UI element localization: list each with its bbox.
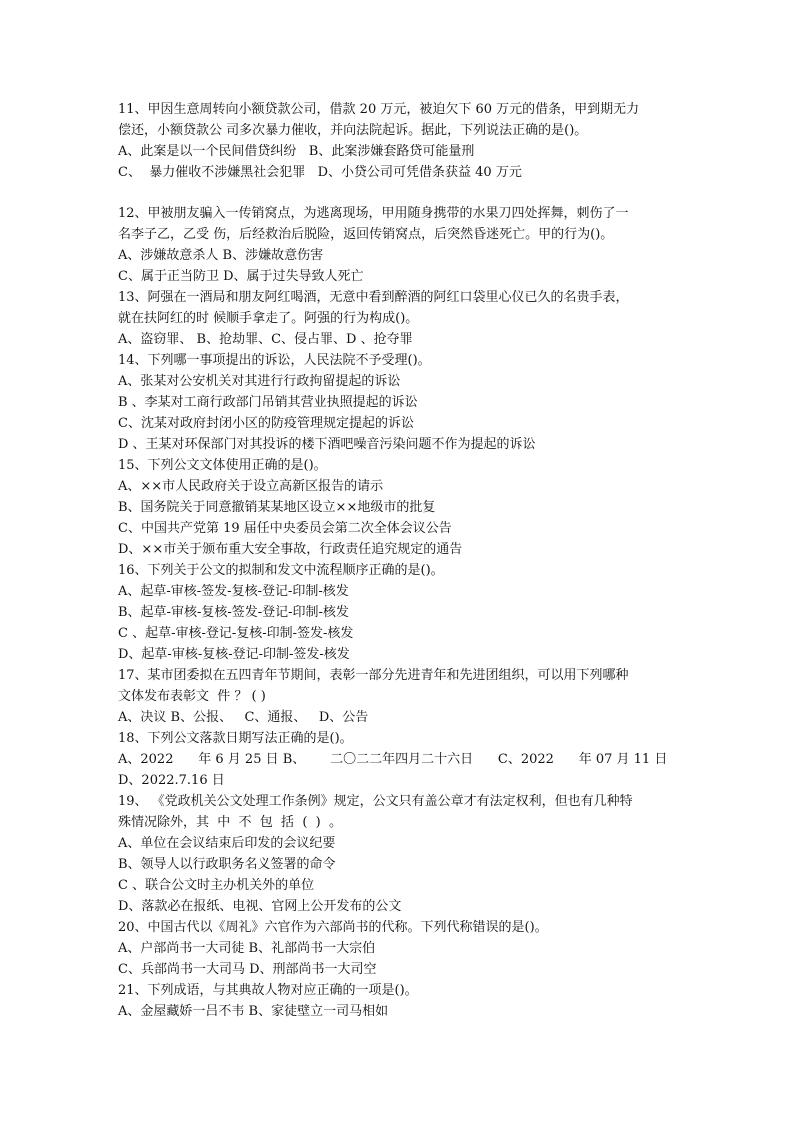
question-15-option-c: C、中国共产党第 19 届任中央委员会第二次全体会议公告 bbox=[118, 521, 452, 536]
question-19-stem-line-1: 19、 《党政机关公文处理工作条例》规定，公文只有盖公章才有法定权利，但也有几种特 bbox=[118, 794, 633, 809]
question-13-options: A、盗窃罪、 B、抢劫罪、C、侵占罪、D 、抢夺罪 bbox=[118, 332, 413, 347]
question-19-option-c: C 、联合公文时主办机关外的单位 bbox=[118, 878, 315, 893]
question-19-option-a: A、单位在会议结束后印发的会议纪要 bbox=[118, 836, 336, 851]
question-15-option-b: B、国务院关于同意撤销某某地区设立××地级市的批复 bbox=[118, 500, 436, 515]
question-21-options-ab: A、金屋藏娇一吕不韦 B、家徒壁立一司马相如 bbox=[118, 1004, 389, 1019]
question-14-stem: 14、下列哪一事项提出的诉讼，人民法院不予受理()。 bbox=[118, 353, 431, 368]
question-12 bbox=[118, 203, 688, 287]
question-16-option-c: C 、起草-审核-登记-复核-印制-签发-核发 bbox=[118, 626, 354, 641]
question-19-option-b: B、领导人以行政职务名义签署的命令 bbox=[118, 857, 336, 872]
question-21 bbox=[118, 980, 688, 1022]
question-20-options-cd: C、兵部尚书一大司马 D、刑部尚书一大司空 bbox=[118, 962, 377, 977]
question-12-stem-line-2: 名李子乙，乙受 伤，后经救治后脱险，返回传销窝点，后突然昏迷死亡。甲的行为()。 bbox=[118, 227, 614, 242]
question-20-options-ab: A、户部尚书一大司徒 B、礼部尚书一大宗伯 bbox=[118, 941, 376, 956]
question-14-option-c: C、沈某对政府封闭小区的防疫管理规定提起的诉讼 bbox=[118, 416, 414, 431]
question-11-stem-line-1: 11、甲因生意周转向小额贷款公司，借款 20 万元，被迫欠下 60 万元的借条，甲到期无力 bbox=[118, 102, 640, 117]
question-18-options-abc: A、2022 年 6 月 25 日 B、 二〇二二年四月二十六日 C、2022 年 07 月 11 日 bbox=[118, 752, 668, 767]
question-12-options-ab: A、涉嫌故意杀人 B、涉嫌故意伤害 bbox=[118, 248, 324, 263]
question-11-options-cd: C、 暴力催收不涉嫌黑社会犯罪 D、小贷公司可凭借条获益 40 万元 bbox=[118, 165, 522, 180]
question-13-stem-line-1: 13、阿强在一酒局和朋友阿红喝酒，无意中看到醉酒的阿红口袋里心仪已久的名贵手表， bbox=[118, 290, 629, 305]
question-16-stem: 16、下列关于公文的拟制和发文中流程顺序正确的是()。 bbox=[118, 563, 444, 578]
question-11 bbox=[118, 99, 688, 183]
question-18 bbox=[118, 728, 688, 791]
question-19-stem-line-2: 殊情况除外，其 中 不 包 括 ( ) 。 bbox=[118, 815, 342, 830]
question-16-option-b: B、起草-审核-复核-签发-登记-印制-核发 bbox=[118, 605, 349, 620]
question-16 bbox=[118, 560, 688, 665]
question-18-stem: 18、下列公文落款日期写法正确的是()。 bbox=[118, 731, 353, 746]
question-11-options-ab: A、此案是以一个民间借贷纠纷 B、此案涉嫌套路贷可能量刑 bbox=[118, 144, 475, 159]
question-13-stem-line-2: 就在扶阿红的时 候顺手拿走了。阿强的行为构成()。 bbox=[118, 311, 419, 326]
question-14-option-b: B 、李某对工商行政部门吊销其营业执照提起的诉讼 bbox=[118, 395, 418, 410]
question-16-option-d: D、起草-审核-复核-登记-印制-签发-核发 bbox=[118, 647, 350, 662]
question-14 bbox=[118, 350, 688, 455]
question-15 bbox=[118, 455, 688, 560]
question-17-stem-line-1: 17、某市团委拟在五四青年节期间，表彰一部分先进青年和先进团组织，可以用下列哪种 bbox=[118, 668, 629, 683]
question-15-stem: 15、下列公文文体使用正确的是()。 bbox=[118, 458, 327, 473]
question-15-option-d: D、××市关于颁布重大安全事故，行政责任追究规定的通告 bbox=[118, 542, 463, 557]
question-17-options: A、决议 B、公报、 C、通报、 D、公告 bbox=[118, 710, 369, 725]
question-14-option-a: A、张某对公安机关对其进行行政拘留提起的诉讼 bbox=[118, 374, 401, 389]
question-18-option-d: D、2022.7.16 日 bbox=[118, 773, 225, 788]
question-20-stem: 20、中国古代以《周礼》六官作为六部尚书的代称。下列代称错误的是()。 bbox=[118, 920, 548, 935]
question-17-stem-line-2: 文体发布表彰文 件 ？ ( ) bbox=[118, 689, 266, 704]
document-page bbox=[118, 96, 688, 1022]
question-11-stem-line-2: 偿还，小额贷款公 司多次暴力催收，并向法院起诉。据此，下列说法正确的是()。 bbox=[118, 123, 588, 138]
question-12-stem-line-1: 12、甲被朋友骗入一传销窝点，为逃离现场，甲用随身携带的水果刀四处挥舞，刺伤了一 bbox=[118, 206, 629, 221]
question-12-options-cd: C、属于正当防卫 D、属于过失导致人死亡 bbox=[118, 269, 364, 284]
spacer bbox=[118, 183, 688, 203]
question-13 bbox=[118, 287, 688, 350]
question-19 bbox=[118, 791, 688, 917]
question-17 bbox=[118, 665, 688, 728]
question-21-stem: 21、下列成语，与其典故人物对应正确的一项是()。 bbox=[118, 983, 418, 998]
question-14-option-d: D 、王某对环保部门对其投诉的楼下酒吧噪音污染问题不作为提起的诉讼 bbox=[118, 437, 536, 452]
question-19-option-d: D、落款必在报纸、电视、官网上公开发布的公文 bbox=[118, 899, 402, 914]
question-15-option-a: A、××市人民政府关于设立高新区报告的请示 bbox=[118, 479, 384, 494]
question-16-option-a: A、起草-审核-签发-复核-登记-印制-核发 bbox=[118, 584, 349, 599]
question-20 bbox=[118, 917, 688, 980]
